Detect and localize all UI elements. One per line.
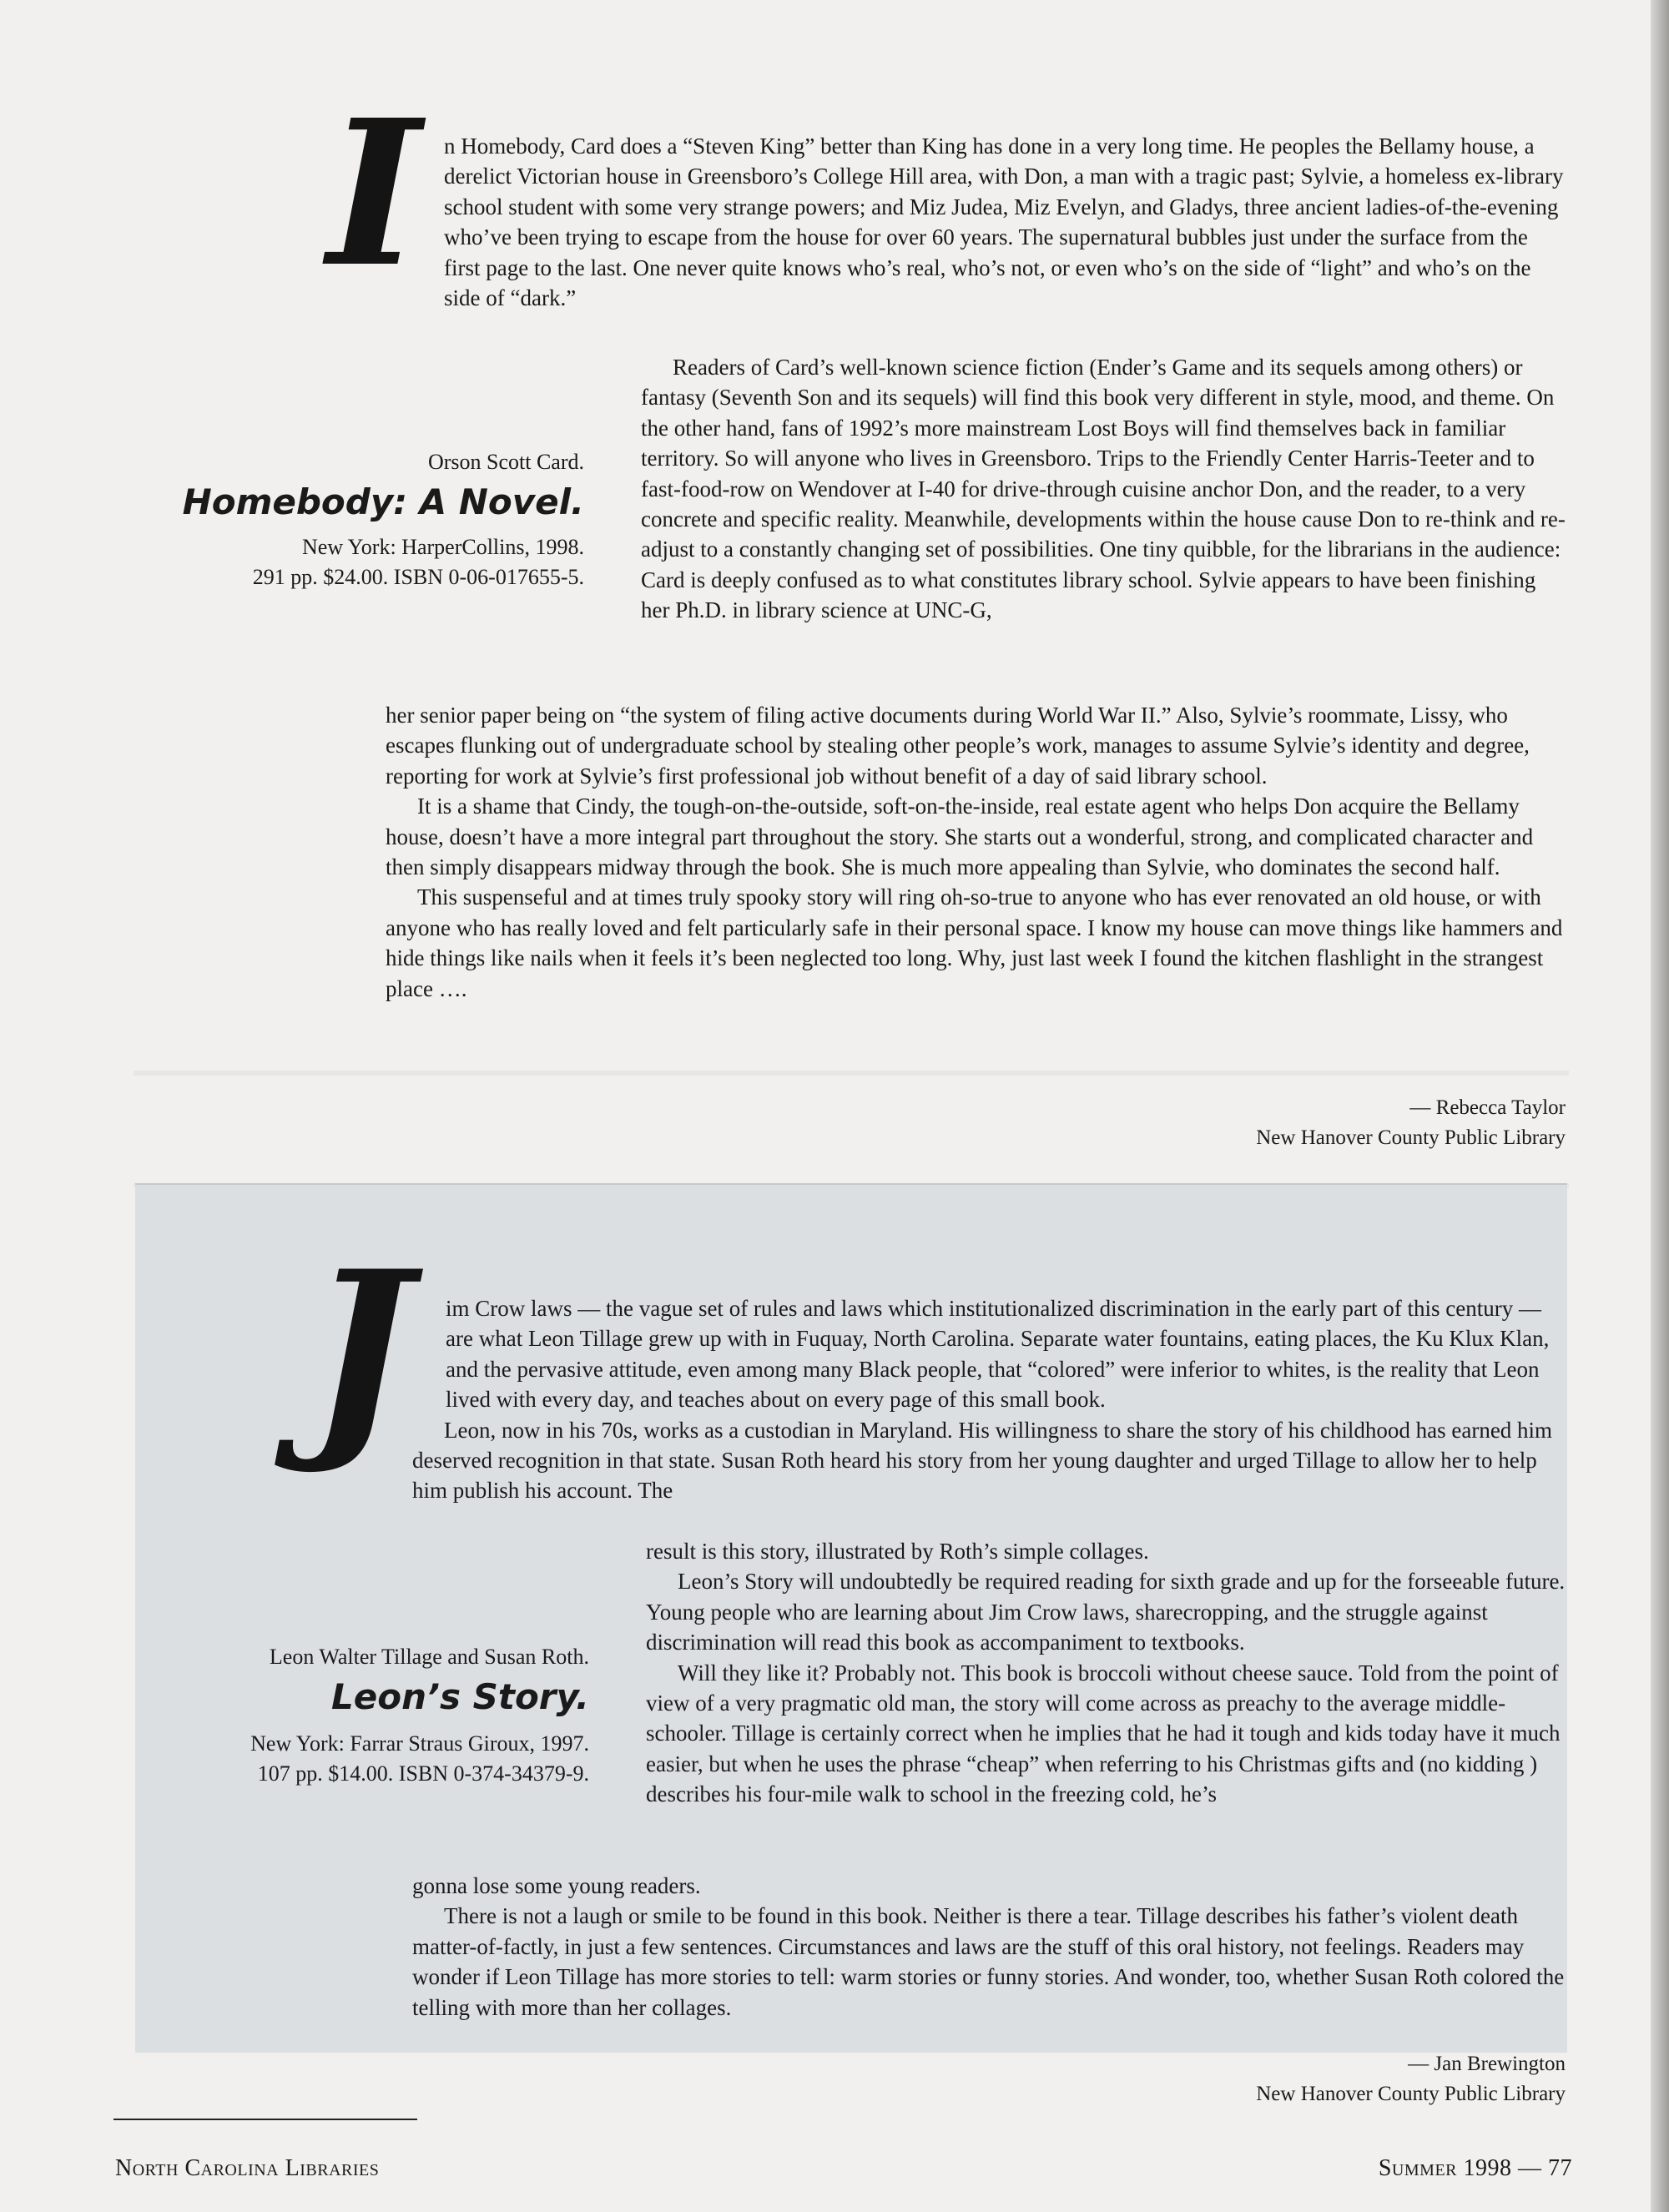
publisher-line: New York: Farrar Straus Giroux, 1997. [250, 1731, 589, 1756]
review2-paragraph: result is this story, illustrated by Roth’s simple collages. [646, 1539, 1149, 1564]
book-author: Leon Walter Tillage and Susan Roth. [269, 1645, 589, 1669]
review1-signature [1256, 1093, 1566, 1153]
review2-signature [1256, 2049, 1566, 2109]
review1-paragraph: This suspenseful and at times truly spooky story will ring oh-so-true to anyone who has ever renovated an old house, or with anyone who has really loved and felt particularly safe in their personal space. I know my house can move things like hammers and hide things like nails when it feels it’s been neglected too long. Why, just last week I found the kitchen flashlight in the strangest place …. [386, 884, 1563, 1001]
review2-paragraph: Leon’s Story will undoubtedly be required reading for sixth grade and up for the forseeable future. Young people who are learning about Jim Crow laws, sharecropping, and the struggle against discrimination will read this book as accompaniment to textbooks. [646, 1569, 1566, 1655]
book-title: Homebody: A Novel. [182, 481, 584, 522]
review2-body [412, 1293, 1566, 1506]
review2-citation [134, 1642, 589, 1789]
review1-paragraph: It is a shame that Cindy, the tough-on-the-outside, soft-on-the-inside, real estate agent who helps Don acquire the Bellamy house, doesn’t have a more integral part throughout the story. She starts out a wonderful, strong, and complicated character and then simply disappears midway through the book. She is much more appealing than Sylvie, who dominates the second half. [386, 794, 1534, 880]
review2-paragraph: There is not a laugh or smile to be found in this book. Neither is there a tear. Tillage describes his father’s violent death matter-of-factly, in just a few sentences. Circumstances and laws are the stuff of this oral history, not feelings. Readers may wonder if Leon Tillage has more stories to tell: warm stories or funny stories. And wonder, too, whether Susan Roth colored the telling with more than her collages. [412, 1903, 1565, 2020]
price-isbn-line: 291 pp. $24.00. ISBN 0-06-017655-5. [252, 565, 584, 589]
reviewer-name: — Jan Brewington [1408, 2053, 1566, 2075]
publisher-line: New York: HarperCollins, 1998. [302, 535, 584, 559]
dropcap-i: I [327, 76, 421, 311]
footer-rule [113, 2119, 417, 2120]
price-isbn-line: 107 pp. $14.00. ISBN 0-374-34379-9. [257, 1761, 589, 1786]
reviewer-name: — Rebecca Taylor [1409, 1096, 1566, 1119]
footer-issue-page: Summer 1998 — 77 [1378, 2155, 1572, 2181]
review2-paragraph: Will they like it? Probably not. This book is broccoli without cheese sauce. Told from the point of view of a very pragmatic old man, the story will come across as preachy to the average middle-schooler. Tillage is certainly correct when he implies that he had it tough and kids today have it much easier, but when he uses the phrase “cheap” when referring to his Christmas gifts and (no kidding ) describes his four-mile walk to school in the freezing cold, he’s [646, 1660, 1561, 1807]
reviewer-library: New Hanover County Public Library [1256, 1126, 1566, 1149]
dropcap-j: J [309, 1224, 412, 1479]
book-title: Leon’s Story. [331, 1676, 589, 1717]
review2-body-bottom [412, 1871, 1566, 2023]
reviewer-library: New Hanover County Public Library [1256, 2083, 1566, 2105]
review1-body [386, 131, 1566, 313]
review2-paragraph: Leon, now in his 70s, works as a custodian in Maryland. His willingness to share the story of his childhood has earned him deserved recognition in that state. Susan Roth heard his story from her young daughter and urged Tillage to allow her to help him publish his account. The [412, 1417, 1553, 1504]
review1-paragraph: n Homebody, Card does a “Steven King” better than King has done in a very long time. He peoples the Bellamy house, a derelict Victorian house in Greensboro’s College Hill area, with Don, a man with a tragic past; Sylvie, a homeless ex-library school student with some very strange powers; and Miz Judea, Miz Evelyn, and Gladys, three ancient ladies-of-the-evening who’ve been trying to escape from the house for over 60 years. The supernatural bubbles just under the surface from the first page to the last. One never quite knows who’s real, who’s not, or even who’s on the side of “light” and who’s on the side of “dark.” [444, 134, 1564, 311]
review1-body-bottom [386, 700, 1566, 1004]
review1-paragraph: her senior paper being on “the system of filing active documents during World War II.” Also, Sylvie’s roommate, Lissy, who escapes flunking out of undergraduate school by stealing other people’s work, manages to assume Sylvie’s identity and degree, reporting for work at Sylvie’s first professional job without benefit of a day of said library school. [386, 703, 1530, 789]
review1-paragraph: Readers of Card’s well-known science fiction (Ender’s Game and its sequels among others) or fantasy (Seventh Son and its sequels) will find this book very different in style, mood, and theme. On the other hand, fans of 1992’s more mainstream Lost Boys will find themselves back in familiar territory. So will anyone who lives in Greensboro. Trips to the Friendly Center Harris-Teeter and to fast-food-row on Wendover at I-40 for drive-through cuisine anchor Don, and the reader, to a very concrete and specific reality. Meanwhile, developments within the house cause Don to re-think and re-adjust to a constantly changing set of possibilities. One tiny quibble, for the librarians in the audience: Card is deeply confused as to what constitutes library school. Sylvie appears to have been finishing her Ph.D. in library science at UNC-G, [641, 355, 1566, 623]
review2-paragraph: im Crow laws — the vague set of rules and laws which institutionalized discrimination in the early part of this century — are what Leon Tillage grew up with in Fuquay, North Carolina. Separate water fountains, eating places, the Ku Klux Klan, and the pervasive attitude, even among many Black people, that “colored” were inferior to whites, is the reality that Leon lived with every day, and teaches about on every page of this small book. [446, 1296, 1550, 1413]
page-edge [1651, 0, 1669, 2212]
bleed-through-line [134, 1071, 1569, 1076]
review2-paragraph: gonna lose some young readers. [412, 1873, 701, 1898]
book-author: Orson Scott Card. [427, 450, 584, 474]
review1-citation [134, 447, 584, 592]
footer-journal-name: North Carolina Libraries [115, 2155, 380, 2181]
